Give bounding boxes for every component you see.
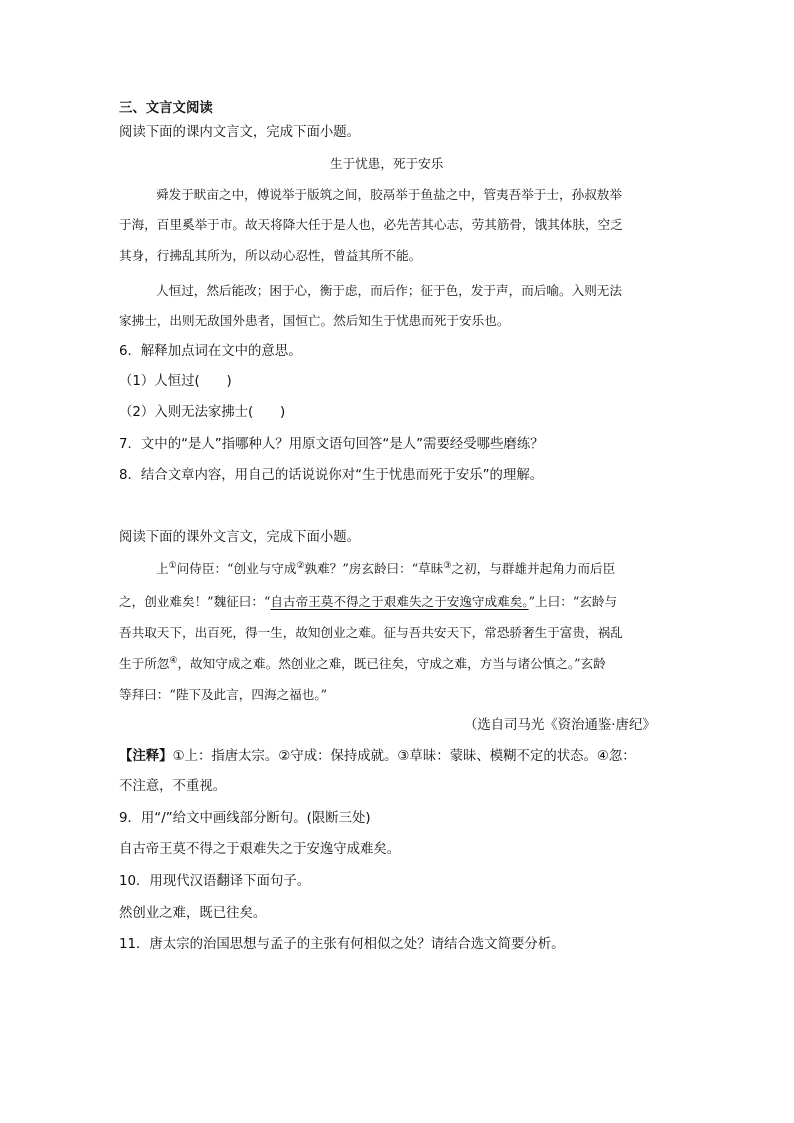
question-11: 11．唐太宗的治国思想与孟子的主张有何相似之处？请结合选文简要分析。 xyxy=(119,937,565,952)
passage2-line2: 之，创业难矣！”魏征曰：“自古帝王莫不得之于艰难失之于安逸守成难矣。”上曰：“玄龄与 xyxy=(119,594,618,609)
passage2-line1: 上①问侍臣：“创业与守成②孰难？”房玄龄曰：“草昧③之初，与群雄并起角力而后臣 xyxy=(156,560,616,576)
question-6: 6．解释加点词在文中的意思。 xyxy=(119,344,302,359)
notes-label: 【注释】 xyxy=(119,749,173,764)
passage1-title: 生于忧患，死于安乐 xyxy=(330,156,444,171)
notes-line1: 【注释】①上：指唐太宗。②守成：保持成就。③草昧：蒙昧、模糊不定的状态。④忽： xyxy=(119,749,636,764)
passage1-para2-line2: 家拂士，出则无敌国外患者，国恒亡。然后知生于忧患而死于安乐也。 xyxy=(119,313,510,328)
passage2-line4: 生于所忽④，故知守成之难。然创业之难，既已往矣，守成之难，方当与诸公慎之。”玄龄 xyxy=(119,655,606,671)
passage2-source: （选自司马光《资治通鉴·唐纪》 xyxy=(464,718,656,733)
part1-intro: 阅读下面的课内文言文，完成下面小题。 xyxy=(119,125,361,140)
passage1-para1-line1: 舜发于畎亩之中，傅说举于版筑之间，胶鬲举于鱼盐之中，管夷吾举于士，孙叔敖举 xyxy=(156,187,622,202)
passage2-line3: 吾共取天下，出百死，得一生，故知创业之难。征与吾共安天下，常恐骄奢生于富贵，祸乱 xyxy=(119,625,623,640)
notes-line2: 不注意，不重视。 xyxy=(119,779,227,794)
part2-intro: 阅读下面的课外文言文，完成下面小题。 xyxy=(119,530,361,545)
question-8: 8．结合文章内容，用自己的话说说你对“生于忧患而死于安乐”的理解。 xyxy=(119,468,544,483)
question-6-1: （1）人恒过( ) xyxy=(119,374,232,389)
question-10: 10．用现代汉语翻译下面句子。 xyxy=(119,874,311,889)
question-9: 9．用“/”给文中画线部分断句。(限断三处) xyxy=(119,811,371,826)
passage1-para1-line3: 其身，行拂乱其所为，所以动心忍性，曾益其所不能。 xyxy=(119,248,422,263)
passage2-line5: 等拜曰：“陛下及此言，四海之福也。” xyxy=(119,687,328,702)
underlined-sentence: 自古帝王莫不得之于艰难失之于安逸守成难矣。 xyxy=(270,594,529,609)
question-10-sentence: 然创业之难，既已往矣。 xyxy=(119,906,267,921)
question-7: 7．文中的“是人”指哪种人？用原文语句回答“是人”需要经受哪些磨练？ xyxy=(119,437,544,452)
passage1-para1-line2: 于海，百里奚举于市。故天将降大任于是人也，必先苦其心志，劳其筋骨，饿其体肤，空乏 xyxy=(119,217,623,232)
passage1-para2-line1: 人恒过，然后能改；困于心，衡于虑，而后作；征于色，发于声，而后喻。入则无法 xyxy=(156,283,622,298)
question-6-2: （2）入则无法家拂士( ) xyxy=(119,405,286,420)
section-heading: 三、文言文阅读 xyxy=(119,101,213,116)
question-9-sentence: 自古帝王莫不得之于艰难失之于安逸守成难矣。 xyxy=(119,842,401,857)
